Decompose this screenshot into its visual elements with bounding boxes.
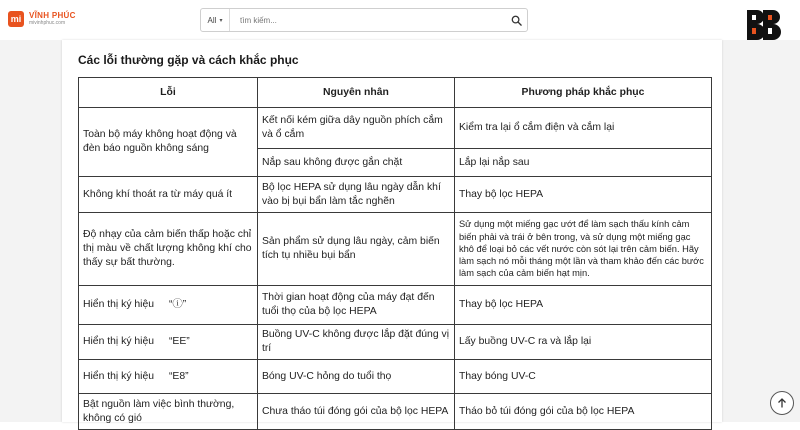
cause-cell: Buồng UV-C không được lắp đặt đúng vị trí <box>257 325 454 360</box>
cause-cell: Kết nối kém giữa dây nguồn phích cắm và ổ cắm <box>257 108 454 149</box>
cause-cell: Nắp sau không được gắn chặt <box>257 149 454 177</box>
search-bar <box>200 8 528 32</box>
table-row <box>79 213 712 286</box>
arrow-up-icon <box>776 397 788 409</box>
category-label: All <box>207 15 217 25</box>
logo-mark: mi <box>8 11 24 27</box>
fix-cell: Sử dụng một miếng gạc ướt để làm sạch thấu kính cảm biến phải và trái ở bên trong, và sử dụng một miếng gạc khô để loại bỏ các vết nước còn sót lại trên cảm biến. Hãy làm sạch nó mỗi tháng một lần và tham khảo đến các bước làm sạch của cảm biến hạt mịn. <box>454 213 711 286</box>
error-cell: Độ nhạy của cảm biến thấp hoặc chỉ thị màu về chất lượng không khí cho thấy sự bất thường. <box>79 213 258 286</box>
table-row <box>79 177 712 213</box>
chevron-down-icon: ▾ <box>219 17 223 24</box>
content-area <box>0 40 800 422</box>
table-row <box>79 394 712 430</box>
error-cell <box>79 325 258 360</box>
error-cell: Bật nguồn làm việc bình thường, không có gió <box>79 394 258 430</box>
fix-cell: Tháo bỏ túi đóng gói của bộ lọc HEPA <box>454 394 711 430</box>
error-symbol: “E8” <box>168 370 189 382</box>
cause-cell: Thời gian hoạt động của máy đạt đến tuổi thọ của bộ lọc HEPA <box>257 286 454 325</box>
site-logo[interactable] <box>8 11 76 27</box>
error-symbol: “ⓘ” <box>168 299 187 311</box>
error-text: Hiển thị ký hiệu <box>83 336 155 348</box>
cause-cell: Bộ lọc HEPA sử dụng lâu ngày dẫn khí vào bị bụi bẩn làm tắc nghẽn <box>257 177 454 213</box>
table-header-row <box>79 78 712 108</box>
error-cell <box>79 286 258 325</box>
error-cell <box>79 360 258 394</box>
table-row <box>79 325 712 360</box>
table-row <box>79 108 712 149</box>
column-header-cause: Nguyên nhân <box>257 78 454 108</box>
category-select[interactable] <box>201 9 230 31</box>
table-row <box>79 286 712 325</box>
search-input[interactable] <box>238 10 505 30</box>
fix-cell: Lắp lại nắp sau <box>454 149 711 177</box>
brand-mark-icon <box>734 6 792 44</box>
cause-cell: Sản phẩm sử dụng lâu ngày, cảm biến tích tụ nhiều bụi bẩn <box>257 213 454 286</box>
fix-cell: Thay bộ lọc HEPA <box>454 177 711 213</box>
troubleshooting-table <box>78 77 712 430</box>
error-cell: Không khí thoát ra từ máy quá ít <box>79 177 258 213</box>
search-icon[interactable] <box>505 9 527 31</box>
fix-cell: Kiểm tra lại ổ cắm điện và cắm lại <box>454 108 711 149</box>
logo-url: mivinhphuc.com <box>29 20 66 26</box>
cause-cell: Bóng UV-C hỏng do tuổi thọ <box>257 360 454 394</box>
error-cell: Toàn bộ máy không hoạt động và đèn báo nguồn không sáng <box>79 108 258 177</box>
table-row <box>79 360 712 394</box>
cause-cell: Chưa tháo túi đóng gói của bộ lọc HEPA <box>257 394 454 430</box>
fix-cell: Lấy buồng UV-C ra và lắp lại <box>454 325 711 360</box>
error-text: Hiển thị ký hiệu <box>83 370 155 382</box>
top-header <box>0 0 800 40</box>
fix-cell: Thay bộ lọc HEPA <box>454 286 711 325</box>
error-text: Hiển thị ký hiệu <box>83 299 155 311</box>
fix-cell: Thay bóng UV-C <box>454 360 711 394</box>
error-symbol: “EE” <box>168 336 190 348</box>
page-title: Các lỗi thường gặp và cách khắc phục <box>78 53 299 67</box>
document-page <box>62 40 722 422</box>
column-header-error: Lỗi <box>79 78 258 108</box>
logo-name: VĨNH PHÚC <box>29 11 76 20</box>
column-header-fix: Phương pháp khắc phục <box>454 78 711 108</box>
scroll-to-top-button[interactable] <box>770 391 794 415</box>
